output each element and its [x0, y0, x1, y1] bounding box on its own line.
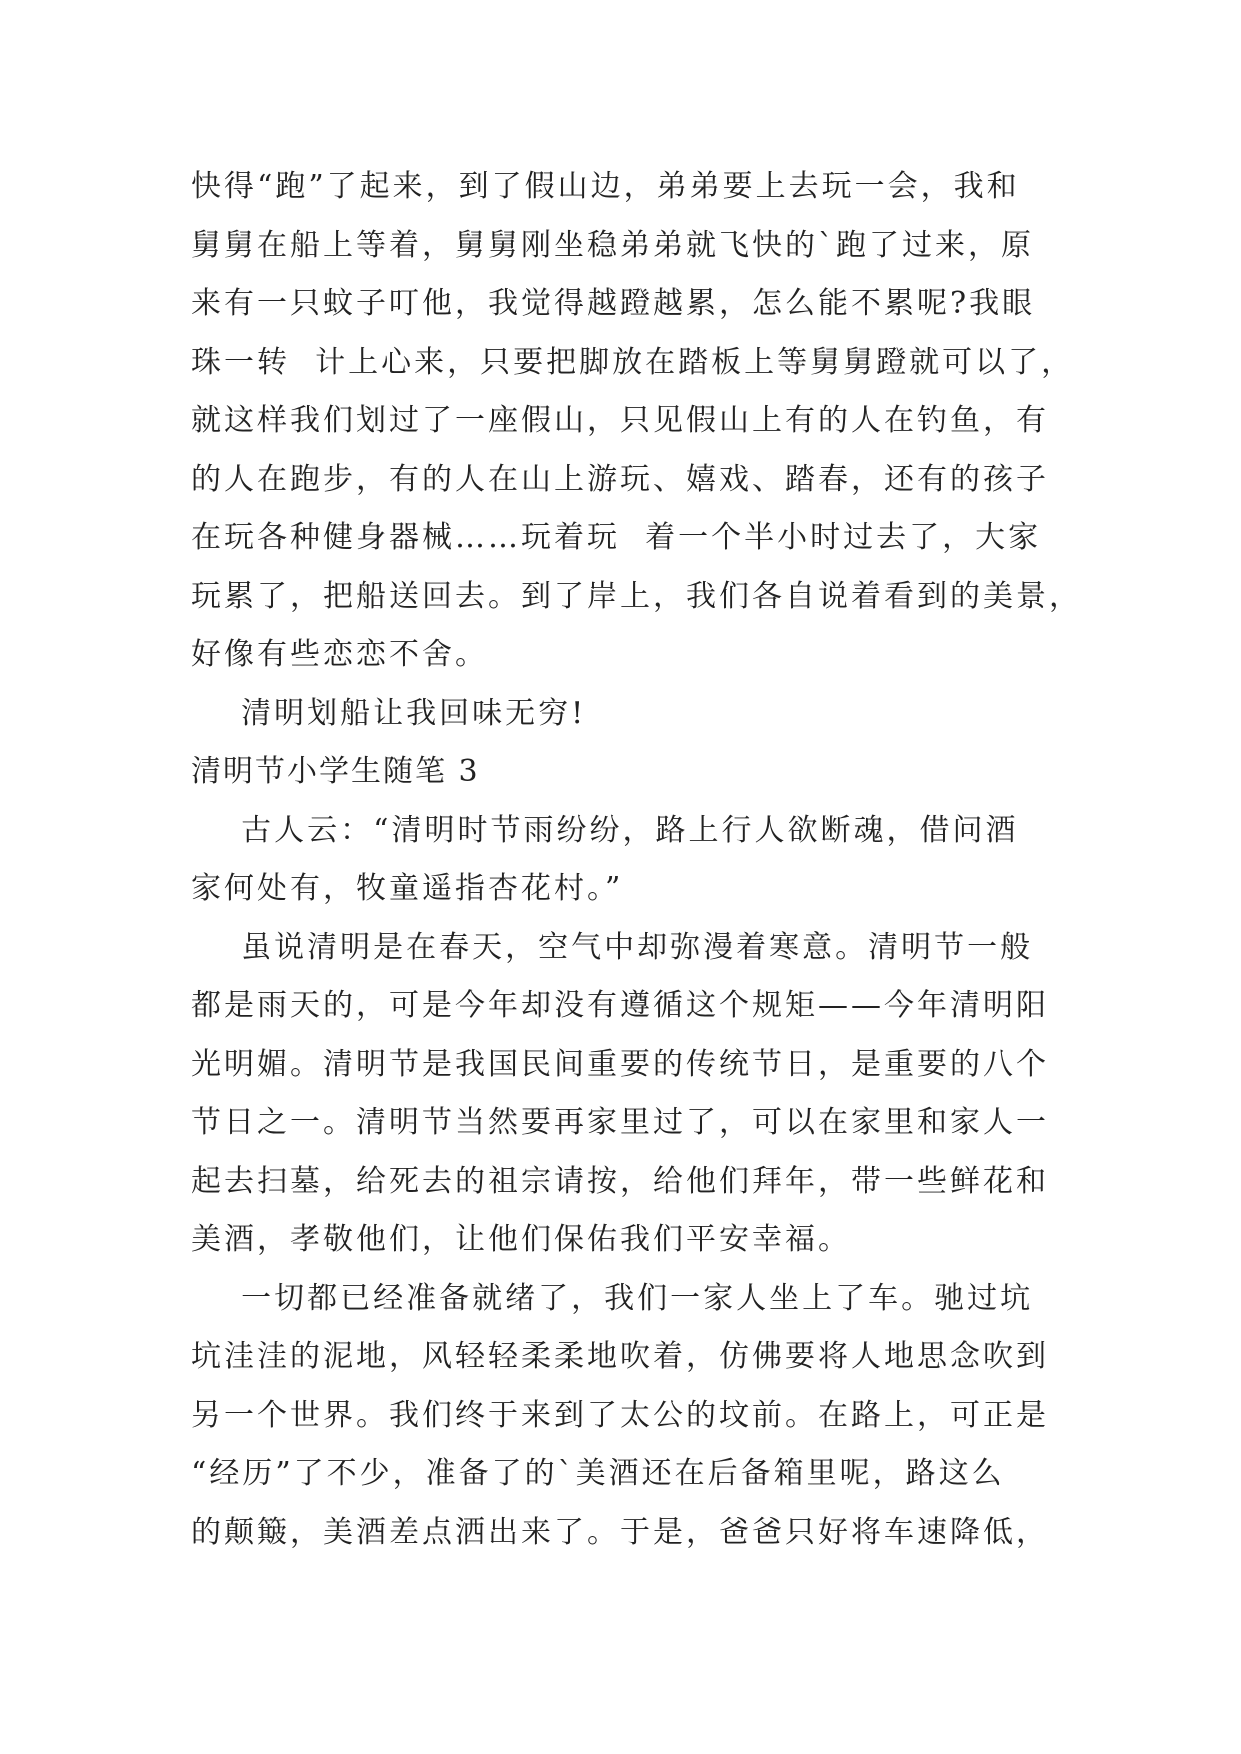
text-line: 在玩各种健身器械……玩着玩 着一个半小时过去了，大家 [191, 520, 1042, 555]
text-line: 珠一转 计上心来，只要把脚放在踏板上等舅舅蹬就可以了， [191, 344, 1075, 380]
paragraph-line: 虽说清明是在春天，空气中却弥漫着寒意。清明节一般 [191, 929, 1034, 965]
text-line: 起去扫墓，给死去的祖宗请按，给他们拜年，带一些鲜花和 [191, 1163, 1049, 1199]
document-body [191, 158, 1082, 1562]
text-line: 的颠簸，美酒差点洒出来了。于是，爸爸只好将车速降低， [191, 1514, 1049, 1550]
text-line: 美酒，孝敬他们，让他们保佑我们平安幸福。 [191, 1222, 851, 1257]
paragraph-line: 一切都已经准备就绪了，我们一家人坐上了车。驰过坑 [191, 1280, 1034, 1316]
paragraph-line: 古人云：“清明时节雨纷纷，路上行人欲断魂，借问酒 [191, 812, 1019, 848]
text-line: 光明媚。清明节是我国民间重要的传统节日，是重要的八个 [191, 1046, 1049, 1082]
text-line: 来有一只蚊子叮他，我觉得越蹬越累，怎么能不累呢?我眼 [191, 286, 1036, 321]
section-heading: 清明节小学生随笔 3 [191, 754, 480, 789]
text-line: 好像有些恋恋不舍。 [191, 637, 488, 672]
text-line: 玩累了，把船送回去。到了岸上，我们各自说着看到的美景， [191, 578, 1082, 614]
text-line: 快得“跑”了起来，到了假山边，弟弟要上去玩一会，我和 [191, 169, 1020, 204]
text-line: “经历”了不少，准备了的`美酒还在后备箱里呢，路这么 [191, 1456, 1005, 1491]
text-line: 家何处有，牧童遥指杏花村。” [191, 871, 624, 906]
text-line: 的人在跑步，有的人在山上游玩、嬉戏、踏春，还有的孩子 [191, 461, 1049, 497]
text-line: 就这样我们划过了一座假山，只见假山上有的人在钓鱼，有 [191, 403, 1049, 438]
paragraph-line: 清明划船让我回味无穷! [191, 695, 587, 731]
text-line: 另一个世界。我们终于来到了太公的坟前。在路上，可正是 [191, 1397, 1049, 1433]
text-line: 坑洼洼的泥地，风轻轻柔柔地吹着，仿佛要将人地思念吹到 [191, 1339, 1049, 1374]
text-line: 节日之一。清明节当然要再家里过了，可以在家里和家人一 [191, 1105, 1049, 1140]
text-line: 都是雨天的，可是今年却没有遵循这个规矩——今年清明阳 [191, 988, 1049, 1023]
text-line: 舅舅在船上等着，舅舅刚坐稳弟弟就飞快的`跑了过来，原 [191, 227, 1034, 263]
